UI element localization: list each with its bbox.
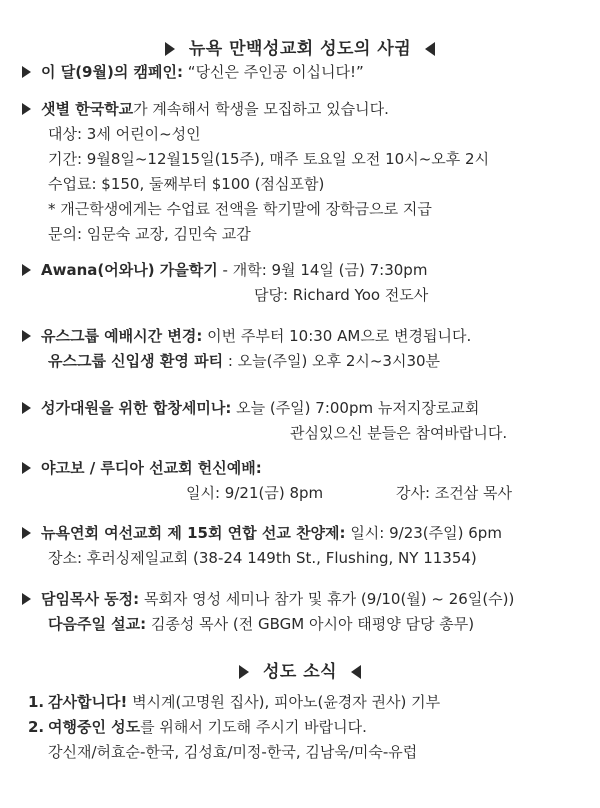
korean-school-text: 가 계속해서 학생을 모집하고 있습니다.	[133, 100, 389, 118]
pastor-label-1: 담임목사 동정:	[41, 590, 140, 608]
bullet-icon	[22, 330, 31, 342]
detail-line: 대상: 3세 어린이~성인	[48, 125, 201, 143]
detail-line: 수업료: $150, 둘째부터 $100 (점심포함)	[48, 175, 325, 193]
awana-item	[22, 258, 592, 308]
news-bold: 감사합니다!	[48, 693, 128, 711]
section-title: 뉴욕 만백성교회 성도의 사귐	[188, 39, 412, 59]
choir-text: 오늘 (주일) 7:00pm 뉴저지장로교회	[231, 399, 480, 417]
news-bold: 여행중인 성도	[48, 718, 141, 736]
pastor-item	[22, 587, 592, 637]
choir-label: 성가대원을 위한 합창세미나:	[41, 399, 232, 417]
youth-item	[22, 324, 592, 374]
campaign-text: “당신은 주인공 이십니다!”	[183, 63, 364, 81]
korean-school-item	[22, 97, 592, 247]
praise-festival-place: 장소: 후러싱제일교회 (38-24 149th St., Flushing, NY 11354)	[48, 549, 477, 567]
mission-worship-label: 야고보 / 루디아 선교회 헌신예배:	[41, 459, 262, 477]
youth-label-2: 유스그룹 신입생 환영 파티	[48, 352, 224, 370]
awana-label: Awana(어와나) 가을학기	[41, 261, 218, 279]
triangle-left-icon	[425, 42, 435, 56]
news-item	[28, 715, 598, 740]
praise-festival-item	[22, 521, 592, 571]
youth-text-1: 이번 주부터 10:30 AM으로 변경됩니다.	[202, 327, 472, 345]
news-number: 1.	[28, 693, 45, 711]
pastor-text-2: 김종성 목사 (전 GBGM 아시아 태평양 담당 총무)	[146, 615, 475, 633]
bullet-icon	[22, 462, 31, 474]
triangle-left-icon	[351, 665, 361, 679]
praise-festival-text: 일시: 9/23(주일) 6pm	[345, 524, 502, 542]
news-text: 벽시계(고명원 집사), 피아노(윤경자 권사) 기부	[127, 693, 441, 711]
pastor-label-2: 다음주일 설교:	[48, 615, 147, 633]
praise-festival-label: 뉴욕연회 여선교회 제 15회 연합 선교 찬양제:	[41, 524, 346, 542]
youth-label-1: 유스그룹 예배시간 변경:	[41, 327, 203, 345]
news-text: 를 위해서 기도해 주시기 바랍니다.	[140, 718, 367, 736]
triangle-right-icon	[165, 42, 175, 56]
news-title: 성도 소식	[262, 662, 338, 682]
bullet-icon	[22, 103, 31, 115]
choir-text-2: 관심있으신 분들은 참여바랍니다.	[290, 424, 508, 442]
awana-text: - 개학: 9월 14일 (금) 7:30pm	[217, 261, 428, 279]
mission-worship-item	[22, 456, 592, 506]
detail-line: * 개근학생에게는 수업료 전액을 학기말에 장학금으로 지급	[48, 200, 432, 218]
mission-worship-date: 일시: 9/21(금) 8pm	[186, 484, 324, 502]
section-header-fellowship	[0, 34, 600, 59]
news-list	[28, 690, 598, 765]
choir-item	[22, 396, 592, 446]
detail-line: 기간: 9월8일~12월15일(15주), 매주 토요일 오전 10시~오후 2시	[48, 150, 490, 168]
news-number: 2.	[28, 718, 45, 736]
mission-worship-speaker: 강사: 조건삼 목사	[396, 484, 513, 502]
campaign-label: 이 달(9월)의 캠페인:	[41, 63, 184, 81]
bullet-icon	[22, 593, 31, 605]
youth-text-2: : 오늘(주일) 오후 2시~3시30분	[223, 352, 441, 370]
travelers-list: 강신재/허효순-한국, 김성효/미정-한국, 김남욱/미숙-유럽	[48, 743, 418, 761]
section-header-news	[0, 657, 600, 682]
pastor-text-1: 목회자 영성 세미나 참가 및 휴가 (9/10(월) ~ 26일(수))	[139, 590, 515, 608]
korean-school-label: 샛별 한국학교	[41, 100, 134, 118]
campaign-item	[22, 60, 592, 85]
detail-line: 문의: 임문숙 교장, 김민숙 교감	[48, 225, 251, 243]
bullet-icon	[22, 527, 31, 539]
awana-manager: 담당: Richard Yoo 전도사	[254, 286, 429, 304]
news-item	[28, 690, 598, 715]
bullet-icon	[22, 402, 31, 414]
triangle-right-icon	[239, 665, 249, 679]
bullet-icon	[22, 66, 31, 78]
bullet-icon	[22, 264, 31, 276]
